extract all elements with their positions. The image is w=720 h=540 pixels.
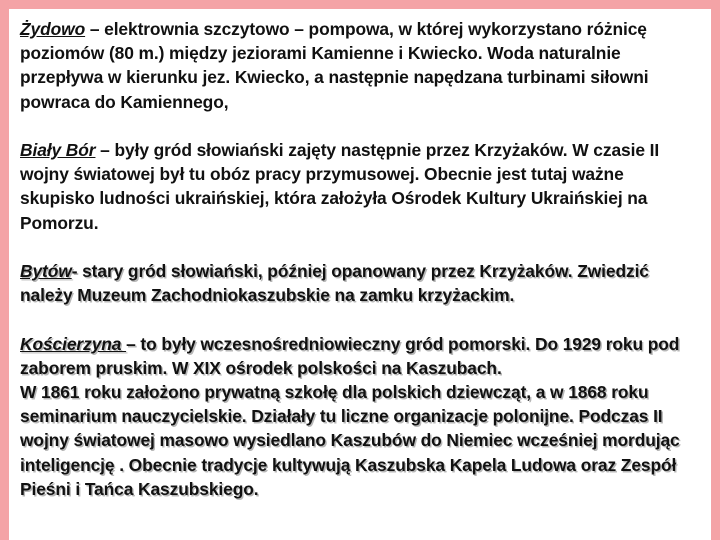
term-bytow[interactable]: Bytów <box>20 261 72 281</box>
paragraph-bytow <box>20 259 701 307</box>
paragraph-bialy-bor <box>20 138 701 235</box>
term-zydowo[interactable]: Żydowo <box>20 19 86 39</box>
description-koscierzyna-continued: W 1861 roku założono prywatną szkołę dla polskich dziewcząt, a w 1868 roku seminarium nauczycielskie. Działały tu liczne organizacje polonijne. Podczas II wojny światowej masowo wysiedlano Kaszubów do Niemiec wcześniej mordując inteligencję . Obecnie tradycje kultywują Kaszubska Kapela Ludowa oraz Zespół Pieśni i Tańca Kaszubskiego. <box>20 382 680 499</box>
term-koscierzyna[interactable]: Kościerzyna <box>20 333 127 354</box>
paragraph-koscierzyna <box>20 332 701 501</box>
text-panel <box>9 9 711 540</box>
description-bialy-bor: – były gród słowiański zajęty następnie przez Krzyżaków. W czasie II wojny światowej był tu obóz pracy przymusowej. Obecnie jest tutaj ważne skupisko ludności ukraińskiej, która założyła Ośrodek Kultury Ukraińskiej na Pomorzu. <box>20 140 660 233</box>
term-bialy-bor[interactable]: Biały Bór <box>20 140 96 160</box>
paragraph-zydowo <box>20 17 701 114</box>
description-zydowo: – elektrownia szczytowo – pompowa, w której wykorzystano różnicę poziomów (80 m.) między jeziorami Kamienne i Kwiecko. Woda naturalnie przepływa w kierunku jez. Kwiecko, a następnie napędzana turbinami siłowni powraca do Kamiennego, <box>20 19 649 112</box>
description-koscierzyna: – to były wczesnośredniowieczny gród pomorski. Do 1929 roku pod zaborem pruskim. W XIX ośrodek polskości na Kaszubach. <box>20 333 680 378</box>
description-bytow: - stary gród słowiański, później opanowany przez Krzyżaków. Zwiedzić należy Muzeum Zachodniokaszubskie na zamku krzyżackim. <box>20 261 649 306</box>
